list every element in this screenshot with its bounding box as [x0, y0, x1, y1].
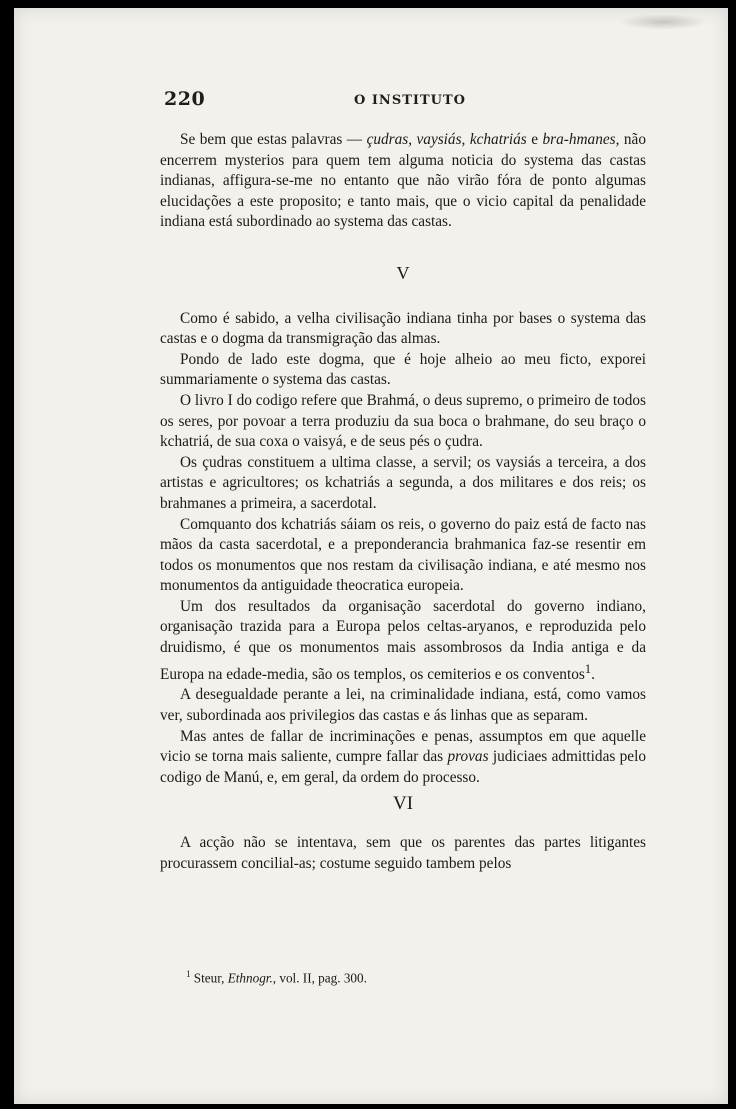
paragraph-6: Comquanto dos kchatriás sáiam os reis, o governo do paiz está de facto nas mãos da casta sacerdotal, e a preponderancia brahmanica faz-se resentir em todos os monumentos que nos restam da civilisação indiana, e até mesmo nos monumentos da antiguidade theocratica europeia.: [160, 515, 646, 595]
scan-smudge: [618, 14, 708, 30]
footnote-mark: 1: [186, 969, 191, 979]
section-heading-vi: VI: [392, 793, 414, 815]
paragraph-7: Um dos resultados da organisação sacerdotal do governo indiano, organisação trazida para a Europa pelos celtas-aryanos, e reproduzida pelo druidismo, é que os monumentos mais assombrosos da India antiga e da Europa na edade-media, são os templos, os cemiterios e os conventos$^1$.: [160, 597, 646, 683]
paragraph-2: Como é sabido, a velha civilisação indiana tinha por bases o systema das castas e o dogma da transmigração das almas.: [160, 309, 646, 348]
paragraph-10: A acção não se intentava, sem que os parentes das partes litigantes procurassem concilial-as; costume seguido tambem pelos: [160, 833, 646, 872]
footnote: [186, 969, 606, 986]
paragraph-9: Mas antes de fallar de incriminações e penas, assumptos em que aquelle vicio se torna mais saliente, cumpre fallar das provas judiciaes admittidas pelo codigo de Manú, e, em geral, da ordem do processo.: [160, 727, 646, 786]
page-number: 220: [164, 88, 206, 110]
footnote-reference: 1: [584, 661, 592, 676]
page-header: [164, 88, 634, 112]
paragraph-3: Pondo de lado este dogma, que é hoje alheio ao meu ficto, exporei summariamente o systema das castas.: [160, 350, 646, 389]
paragraph-4: O livro I do codigo refere que Brahmá, o deus supremo, o primeiro de todos os seres, por povoar a terra produziu da sua boca o brahmane, do seu braço o kchatriá, de sua coxa o vaisyá, e de seus pés o çudra.: [160, 391, 646, 451]
paragraph-1: Se bem que estas palavras — çudras, vaysiás, kchatriás e bra-hmanes, não encerrem mysterios para quem tem alguma noticia do systema das castas indianas, affigura-se-me no entanto que não virão fóra de ponto algumas elucidações a este proposito; e tanto mais, que o vicio capital da penalidade indiana está subordinado ao systema das castas.: [160, 131, 646, 231]
footnote-author: Steur,: [193, 970, 225, 986]
paragraph-5: Os çudras constituem a ultima classe, a servil; os vaysiás a terceira, a dos artistas e agricultores; os kchatriás a segunda, a dos militares e dos reis; os brahmanes a primeira, a sacerdotal.: [160, 453, 646, 512]
footnote-rest: , vol. II, pag. 300.: [272, 970, 367, 986]
book-page: [14, 8, 728, 1104]
body-text: [160, 130, 646, 874]
footnote-work: Ethnogr.: [227, 970, 273, 986]
running-head: O INSTITUTO: [354, 93, 466, 108]
section-heading-v: V: [396, 262, 410, 283]
paragraph-8: A desegualdade perante a lei, na criminalidade indiana, está, como vamos ver, subordinada aos privilegios das castas e ás linhas que as separam.: [160, 686, 646, 724]
